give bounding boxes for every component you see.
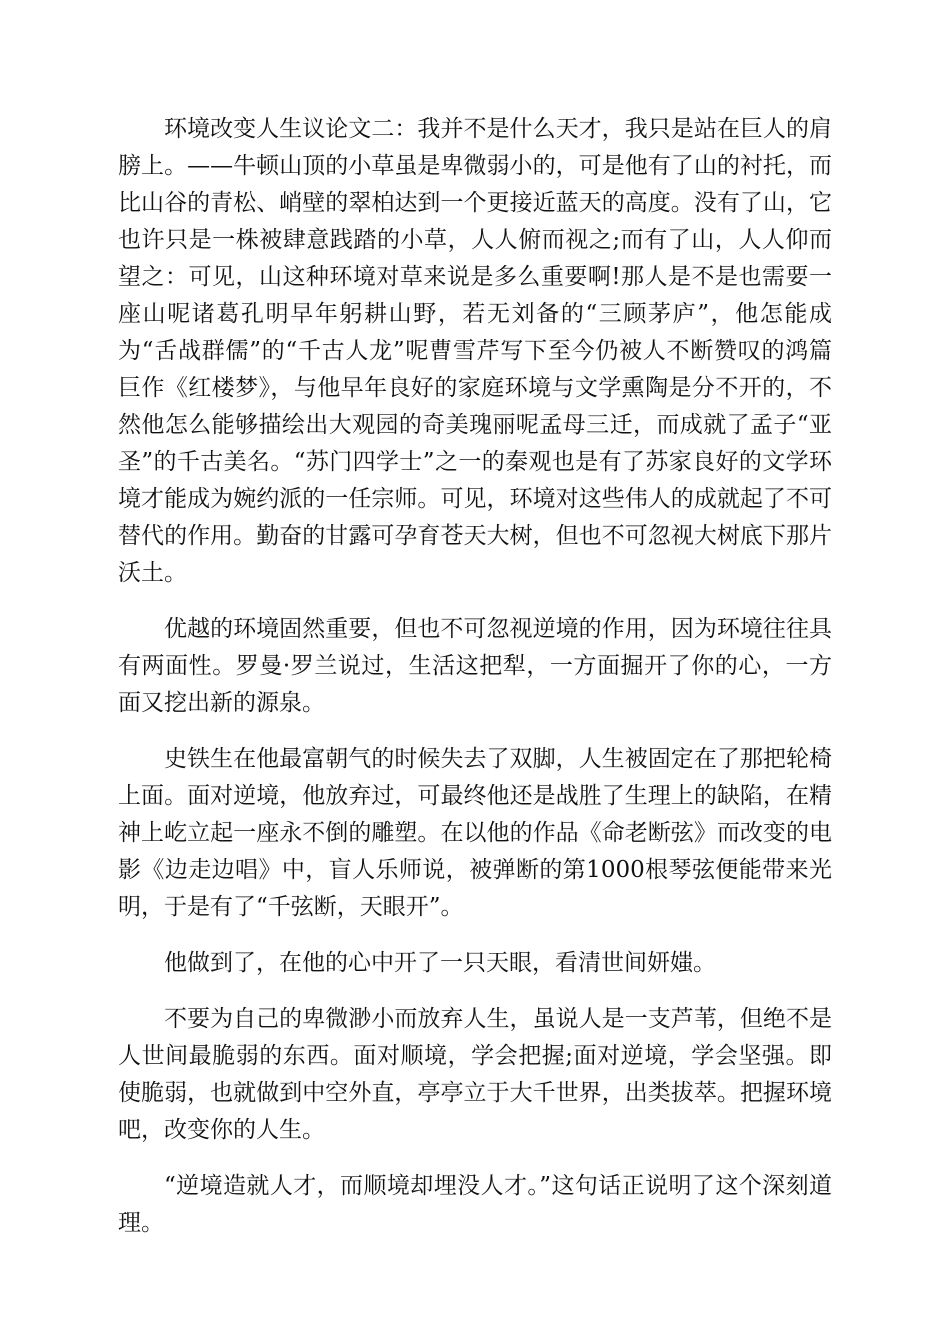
paragraph-1: 环境改变人生议论文二：我并不是什么天才，我只是站在巨人的肩膀上。——牛顿山顶的小草虽是卑微弱小的，可是他有了山的衬托，而比山谷的青松、峭壁的翠柏达到一个更接近蓝天的高度。没有了山，它也许只是一株被肆意践踏的小草，人人俯而视之;而有了山，人人仰而望之：可见，山这种环境对草来说是多么重要啊!那人是不是也需要一座山呢诸葛孔明早年躬耕山野，若无刘备的“三顾茅庐”，他怎能成为“舌战群儒”的“千古人龙”呢曹雪芹写下至今仍被人不断赞叹的鸿篇巨作《红楼梦》，与他早年良好的家庭环境与文学熏陶是分不开的，不然他怎么能够描绘出大观园的奇美瑰丽呢孟母三迁，而成就了孟子“亚圣”的千古美名。“苏门四学士”之一的秦观也是有了苏家良好的文学环境才能成为婉约派的一任宗师。可见，环境对这些伟人的成就起了不可替代的作用。勤奋的甘露可孕育苍天大树，但也不可忽视大树底下那片沃土。 <box>118 116 832 586</box>
paragraph-3: 史铁生在他最富朝气的时候失去了双脚，人生被固定在了那把轮椅上面。面对逆境，他放弃过，可最终他还是战胜了生理上的缺陷，在精神上屹立起一座永不倒的雕塑。在以他的作品《命老断弦》而改变的电影《边走边唱》中，盲人乐师说，被弹断的第1000根琴弦便能带来光明，于是有了“千弦断，天眼开”。 <box>118 746 832 920</box>
paragraph-2: 优越的环境固然重要，但也不可忽视逆境的作用，因为环境往往具有两面性。罗曼·罗兰说过，生活这把犁，一方面掘开了你的心，一方面又挖出新的源泉。 <box>118 616 832 716</box>
paragraph-5: 不要为自己的卑微渺小而放弃人生，虽说人是一支芦苇，但绝不是人世间最脆弱的东西。面对顺境，学会把握;面对逆境，学会坚强。即使脆弱，也就做到中空外直，亭亭立于大千世界，出类拔萃。把握环境吧，改变你的人生。 <box>118 1006 832 1143</box>
paragraph-6: “逆境造就人才，而顺境却埋没人才。”这句话正说明了这个深刻道理。 <box>118 1173 832 1236</box>
paragraph-4: 他做到了，在他的心中开了一只天眼，看清世间妍媸。 <box>164 950 716 976</box>
